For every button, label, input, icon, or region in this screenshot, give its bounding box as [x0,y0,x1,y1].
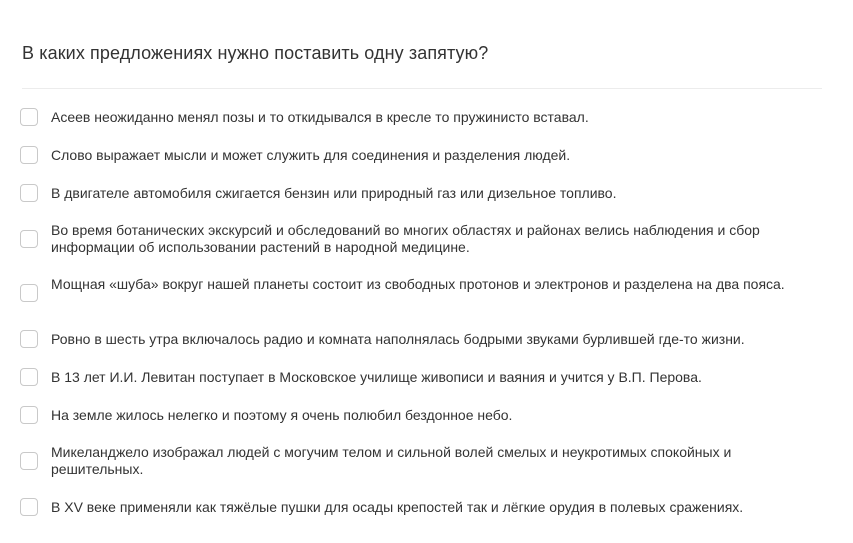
answer-option-text: В двигателе автомобиля сжигается бензин или природный газ или дизельное топливо. [51,185,617,201]
answer-checkbox[interactable] [20,330,38,348]
answer-checkbox[interactable] [20,452,38,470]
answer-option[interactable] [20,221,820,257]
answer-option-text: В XV веке применяли как тяжёлые пушки для осады крепостей так и лёгкие орудия в полевых сражениях. [51,499,744,515]
answer-option[interactable] [20,367,820,387]
answer-option[interactable] [20,145,820,165]
answer-checkbox[interactable] [20,146,38,164]
answer-checkbox[interactable] [20,230,38,248]
answer-option[interactable] [20,405,820,425]
answer-checkbox[interactable] [20,498,38,516]
answer-option[interactable] [20,497,820,517]
answer-checkbox[interactable] [20,284,38,302]
answer-option[interactable] [20,275,820,311]
answer-option-text: Асеев неожиданно менял позы и то откидывался в кресле то пружинисто вставал. [51,109,589,125]
answer-checkbox[interactable] [20,108,38,126]
answer-option-text: Мощная «шуба» вокруг нашей планеты состоит из свободных протонов и электронов и разделена на два пояса. [51,276,785,292]
answer-option-text: В 13 лет И.И. Левитан поступает в Московское училище живописи и ваяния и учится у В.П. Перова. [51,369,702,385]
answer-checkbox[interactable] [20,406,38,424]
answer-checkbox[interactable] [20,184,38,202]
question-title: В каких предложениях нужно поставить одну запятую? [22,43,489,63]
divider [22,88,822,89]
answer-checkbox[interactable] [20,368,38,386]
answer-option[interactable] [20,329,820,349]
answer-option-text: Ровно в шесть утра включалось радио и комната наполнялась бодрыми звуками бурлившей где-то жизни. [51,331,745,347]
answer-option-text: Слово выражает мысли и может служить для соединения и разделения людей. [51,147,571,163]
answer-option[interactable] [20,183,820,203]
answer-option-text: На земле жилось нелегко и поэтому я очень полюбил бездонное небо. [51,407,513,423]
answer-option[interactable] [20,107,820,127]
answer-option-text: Микеланджело изображал людей с могучим телом и сильной волей смелых и неукротимых спокойных и решительных. [51,444,732,477]
answer-option-text: Во время ботанических экскурсий и обследований во многих областях и районах велись наблюдения и сбор информации об использовании растений в народной медицине. [51,222,760,255]
answer-option[interactable] [20,443,820,479]
